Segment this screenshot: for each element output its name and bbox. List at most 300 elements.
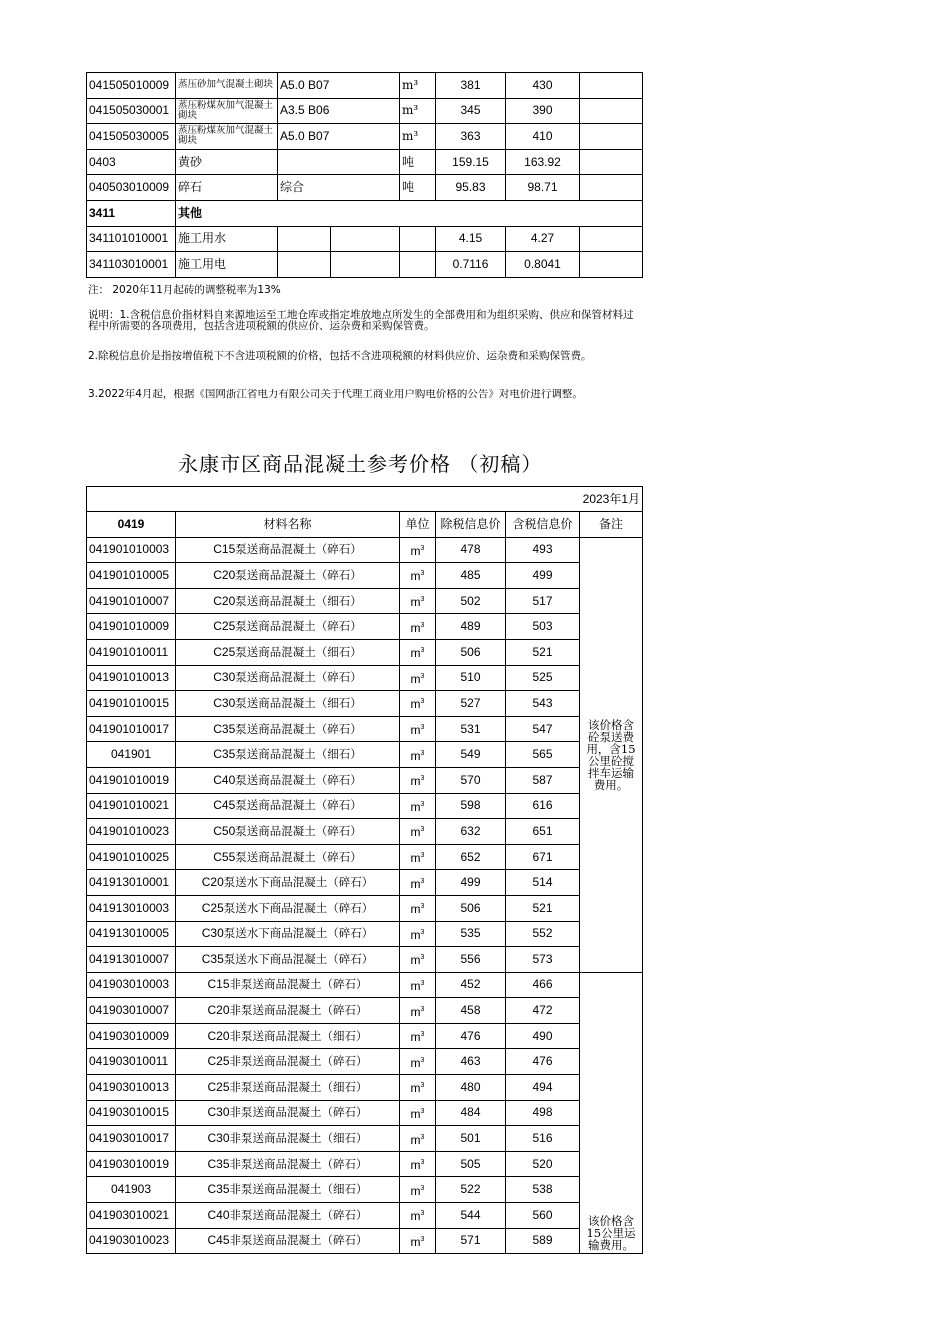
material-code: 041901010009 bbox=[87, 614, 176, 640]
unit-base: m bbox=[410, 1055, 421, 1070]
material-code: 041901 bbox=[87, 742, 176, 768]
unit-exponent: 3 bbox=[420, 672, 425, 680]
table-row bbox=[87, 742, 643, 768]
table-row bbox=[87, 73, 643, 99]
section-code: 3411 bbox=[87, 200, 176, 226]
price-in-tax: 517 bbox=[506, 588, 580, 614]
table-row bbox=[87, 1126, 643, 1152]
unit-exponent: 3 bbox=[420, 1184, 425, 1192]
concrete-grade: C20 bbox=[207, 1003, 230, 1018]
unit-base: m bbox=[410, 774, 421, 789]
concrete-grade: C25 bbox=[213, 644, 236, 659]
unit-exponent: 3 bbox=[420, 954, 425, 962]
unit-base: m bbox=[410, 671, 421, 686]
unit-base: m bbox=[410, 646, 421, 661]
material-name bbox=[176, 614, 400, 640]
unit-base: m bbox=[410, 851, 421, 866]
unit bbox=[400, 972, 436, 998]
remark-cell bbox=[580, 73, 643, 99]
unit bbox=[400, 537, 436, 563]
price-ex-tax: 505 bbox=[436, 1151, 506, 1177]
table-row bbox=[87, 614, 643, 640]
unit bbox=[400, 895, 436, 921]
price-ex-tax: 489 bbox=[436, 614, 506, 640]
unit-exponent: 3 bbox=[420, 800, 425, 808]
unit bbox=[400, 947, 436, 973]
material-code: 041903010021 bbox=[87, 1203, 176, 1229]
unit-exponent: 3 bbox=[420, 1107, 425, 1115]
price-ex-tax: 502 bbox=[436, 588, 506, 614]
material-code: 041505030005 bbox=[87, 124, 176, 150]
material-code: 041903010003 bbox=[87, 972, 176, 998]
table-row bbox=[87, 563, 643, 589]
price-in-tax: 525 bbox=[506, 665, 580, 691]
price-ex-tax: 476 bbox=[436, 1023, 506, 1049]
unit-exponent: 3 bbox=[420, 621, 425, 629]
concrete-grade: C40 bbox=[213, 772, 236, 787]
unit bbox=[400, 1075, 436, 1101]
material-name: 施工用电 bbox=[176, 252, 278, 278]
material-name bbox=[176, 639, 400, 665]
price-ex-tax: 458 bbox=[436, 998, 506, 1024]
material-code: 041901010007 bbox=[87, 588, 176, 614]
material-name bbox=[176, 1049, 400, 1075]
table-row bbox=[87, 1151, 643, 1177]
table-row bbox=[87, 716, 643, 742]
unit-base: m bbox=[410, 569, 421, 584]
table-row bbox=[87, 870, 643, 896]
material-name: 蒸压粉煤灰加气混凝土砌块 bbox=[176, 124, 278, 150]
price-in-tax: 390 bbox=[506, 98, 580, 124]
material-code: 040503010009 bbox=[87, 175, 176, 201]
price-in-tax: 521 bbox=[506, 639, 580, 665]
material-name bbox=[176, 1075, 400, 1101]
unit-exponent: 3 bbox=[420, 852, 425, 860]
table-row bbox=[87, 844, 643, 870]
price-ex-tax: 485 bbox=[436, 563, 506, 589]
unit-base: m bbox=[410, 543, 421, 558]
unit-base: m bbox=[410, 1030, 421, 1045]
unit-exponent: 3 bbox=[420, 570, 425, 578]
material-name bbox=[176, 1203, 400, 1229]
material-code: 041901010025 bbox=[87, 844, 176, 870]
material-name bbox=[176, 1228, 400, 1254]
material-name bbox=[176, 767, 400, 793]
price-ex-tax: 527 bbox=[436, 691, 506, 717]
unit-base: m bbox=[410, 1234, 421, 1249]
concrete-grade: C35 bbox=[207, 1156, 230, 1171]
unit bbox=[400, 921, 436, 947]
material-code: 041505030001 bbox=[87, 98, 176, 124]
unit bbox=[400, 819, 436, 845]
material-name: 碎石 bbox=[176, 175, 278, 201]
unit bbox=[400, 691, 436, 717]
table-row bbox=[87, 226, 643, 252]
concrete-type: 泵送商品混凝土（碎石） bbox=[235, 619, 362, 634]
price-in-tax: 4.27 bbox=[506, 226, 580, 252]
price-ex-tax: 480 bbox=[436, 1075, 506, 1101]
unit-exponent: 3 bbox=[420, 1005, 425, 1013]
price-ex-tax: 363 bbox=[436, 124, 506, 150]
unit-exponent: 3 bbox=[420, 1056, 425, 1064]
header-in-tax: 含税信息价 bbox=[506, 512, 580, 538]
unit-base: m bbox=[410, 1106, 421, 1121]
table-row bbox=[87, 252, 643, 278]
unit-base: m bbox=[410, 697, 421, 712]
table-row bbox=[87, 921, 643, 947]
table-row bbox=[87, 639, 643, 665]
concrete-type: 非泵送商品混凝土（碎石） bbox=[229, 1105, 368, 1120]
unit bbox=[400, 1177, 436, 1203]
material-unit: 吨 bbox=[400, 149, 436, 175]
unit-exponent: 3 bbox=[420, 877, 425, 885]
unit-exponent: 3 bbox=[420, 724, 425, 732]
unit-base: m bbox=[410, 927, 421, 942]
date-row bbox=[87, 487, 643, 512]
price-ex-tax: 381 bbox=[436, 73, 506, 99]
price-in-tax: 651 bbox=[506, 819, 580, 845]
concrete-type: 非泵送商品混凝土（碎石） bbox=[229, 1233, 368, 1248]
price-in-tax: 521 bbox=[506, 895, 580, 921]
price-in-tax: 552 bbox=[506, 921, 580, 947]
unit-base: m bbox=[410, 1183, 421, 1198]
material-name bbox=[176, 588, 400, 614]
material-code: 041505010009 bbox=[87, 73, 176, 99]
table-row bbox=[87, 98, 643, 124]
material-code: 0403 bbox=[87, 149, 176, 175]
material-name bbox=[176, 819, 400, 845]
price-in-tax: 163.92 bbox=[506, 149, 580, 175]
material-name bbox=[176, 665, 400, 691]
concrete-type: 非泵送商品混凝土（碎石） bbox=[229, 977, 368, 992]
unit-exponent: 3 bbox=[420, 775, 425, 783]
materials-table-body bbox=[87, 73, 643, 278]
unit bbox=[400, 1100, 436, 1126]
concrete-type: 泵送商品混凝土（细石） bbox=[235, 593, 362, 608]
material-code: 041901010021 bbox=[87, 793, 176, 819]
material-spec: A3.5 B06 bbox=[278, 98, 400, 124]
remark-cell bbox=[580, 149, 643, 175]
material-unit bbox=[400, 252, 436, 278]
unit bbox=[400, 588, 436, 614]
concrete-type: 非泵送商品混凝土（碎石） bbox=[229, 1207, 368, 1222]
price-in-tax: 499 bbox=[506, 563, 580, 589]
concrete-grade: C25 bbox=[207, 1079, 230, 1094]
table-row bbox=[87, 1075, 643, 1101]
material-name: 蒸压砂加气混凝土砌块 bbox=[176, 73, 278, 99]
price-ex-tax: 463 bbox=[436, 1049, 506, 1075]
concrete-type: 泵送商品混凝土（细石） bbox=[235, 695, 362, 710]
material-name bbox=[176, 1100, 400, 1126]
unit-base: m bbox=[410, 978, 421, 993]
price-in-tax: 616 bbox=[506, 793, 580, 819]
material-name bbox=[176, 921, 400, 947]
concrete-grade: C20 bbox=[207, 1028, 230, 1043]
unit-exponent: 3 bbox=[420, 1031, 425, 1039]
explanation-3: 3.2022年4月起，根据《国网浙江省电力有限公司关于代理工商业用户购电价格的公告》对电价进行调整。 bbox=[88, 389, 583, 400]
unit bbox=[400, 563, 436, 589]
material-code: 041901010015 bbox=[87, 691, 176, 717]
price-ex-tax: 522 bbox=[436, 1177, 506, 1203]
price-in-tax: 410 bbox=[506, 124, 580, 150]
price-in-tax: 543 bbox=[506, 691, 580, 717]
concrete-grade: C15 bbox=[207, 977, 230, 992]
unit-exponent: 3 bbox=[420, 749, 425, 757]
unit-base: m bbox=[410, 902, 421, 917]
concrete-type: 非泵送商品混凝土（碎石） bbox=[229, 1156, 368, 1171]
table-row bbox=[87, 149, 643, 175]
material-name bbox=[176, 895, 400, 921]
table-row bbox=[87, 819, 643, 845]
material-code: 041901010005 bbox=[87, 563, 176, 589]
material-code: 041913010003 bbox=[87, 895, 176, 921]
concrete-grade: C25 bbox=[207, 1054, 230, 1069]
material-code: 041903 bbox=[87, 1177, 176, 1203]
concrete-grade: C15 bbox=[213, 542, 236, 557]
price-in-tax: 98.71 bbox=[506, 175, 580, 201]
table-row bbox=[87, 1177, 643, 1203]
price-in-tax: 493 bbox=[506, 537, 580, 563]
table-row bbox=[87, 665, 643, 691]
price-ex-tax: 506 bbox=[436, 895, 506, 921]
concrete-grade: C30 bbox=[213, 670, 236, 685]
concrete-grade: C50 bbox=[213, 823, 236, 838]
table-row bbox=[87, 588, 643, 614]
header-unit: 单位 bbox=[400, 512, 436, 538]
material-unit bbox=[400, 226, 436, 252]
price-ex-tax: 571 bbox=[436, 1228, 506, 1254]
price-ex-tax: 510 bbox=[436, 665, 506, 691]
unit bbox=[400, 793, 436, 819]
concrete-grade: C55 bbox=[213, 849, 236, 864]
price-in-tax: 503 bbox=[506, 614, 580, 640]
materials-price-table bbox=[86, 72, 643, 278]
material-code: 041903010009 bbox=[87, 1023, 176, 1049]
material-name bbox=[176, 793, 400, 819]
unit bbox=[400, 1049, 436, 1075]
section-row bbox=[87, 200, 643, 226]
header-ex-tax: 除税信息价 bbox=[436, 512, 506, 538]
concrete-type: 非泵送商品混凝土（细石） bbox=[229, 1131, 368, 1146]
remark-cell bbox=[580, 124, 643, 150]
material-spec-2 bbox=[331, 252, 400, 278]
unit bbox=[400, 1151, 436, 1177]
concrete-grade: C40 bbox=[207, 1207, 230, 1222]
price-in-tax: 587 bbox=[506, 767, 580, 793]
material-code: 041903010007 bbox=[87, 998, 176, 1024]
price-ex-tax: 632 bbox=[436, 819, 506, 845]
unit-exponent: 3 bbox=[420, 1210, 425, 1218]
price-ex-tax: 4.15 bbox=[436, 226, 506, 252]
price-ex-tax: 549 bbox=[436, 742, 506, 768]
price-in-tax: 560 bbox=[506, 1203, 580, 1229]
concrete-grade: C45 bbox=[207, 1233, 230, 1248]
material-unit: m³ bbox=[400, 98, 436, 124]
unit bbox=[400, 870, 436, 896]
price-ex-tax: 499 bbox=[436, 870, 506, 896]
table-row bbox=[87, 793, 643, 819]
unit-base: m bbox=[410, 825, 421, 840]
price-in-tax: 573 bbox=[506, 947, 580, 973]
unit-base: m bbox=[410, 1132, 421, 1147]
price-in-tax: 476 bbox=[506, 1049, 580, 1075]
unit-base: m bbox=[410, 595, 421, 610]
concrete-type: 非泵送商品混凝土（细石） bbox=[229, 1182, 368, 1197]
unit-base: m bbox=[410, 620, 421, 635]
price-in-tax: 0.8041 bbox=[506, 252, 580, 278]
remark-cell bbox=[580, 175, 643, 201]
concrete-grade: C35 bbox=[201, 951, 224, 966]
concrete-grade: C30 bbox=[201, 926, 224, 941]
table-row bbox=[87, 1023, 643, 1049]
concrete-grade: C35 bbox=[207, 1182, 230, 1197]
unit bbox=[400, 1126, 436, 1152]
concrete-type: 非泵送商品混凝土（碎石） bbox=[229, 1003, 368, 1018]
table-row bbox=[87, 947, 643, 973]
concrete-grade: C30 bbox=[207, 1131, 230, 1146]
price-ex-tax: 531 bbox=[436, 716, 506, 742]
material-spec bbox=[278, 252, 331, 278]
price-ex-tax: 544 bbox=[436, 1203, 506, 1229]
material-code: 041913010007 bbox=[87, 947, 176, 973]
price-ex-tax: 501 bbox=[436, 1126, 506, 1152]
material-spec: A5.0 B07 bbox=[278, 124, 400, 150]
unit bbox=[400, 844, 436, 870]
table-row bbox=[87, 175, 643, 201]
material-unit: m³ bbox=[400, 124, 436, 150]
unit-exponent: 3 bbox=[420, 979, 425, 987]
concrete-grade: C35 bbox=[213, 721, 236, 736]
material-name bbox=[176, 1151, 400, 1177]
price-in-tax: 494 bbox=[506, 1075, 580, 1101]
unit-exponent: 3 bbox=[420, 903, 425, 911]
material-code: 041901010017 bbox=[87, 716, 176, 742]
material-name: 黄砂 bbox=[176, 149, 278, 175]
concrete-type: 泵送商品混凝土（细石） bbox=[235, 747, 362, 762]
unit-exponent: 3 bbox=[420, 1082, 425, 1090]
remark-cell bbox=[580, 226, 643, 252]
price-in-tax: 671 bbox=[506, 844, 580, 870]
remark-nonpumped_rows: 该价格含15公里运输费用。 bbox=[580, 972, 643, 1254]
table-row bbox=[87, 1203, 643, 1229]
unit bbox=[400, 998, 436, 1024]
price-in-tax: 514 bbox=[506, 870, 580, 896]
price-in-tax: 472 bbox=[506, 998, 580, 1024]
unit-base: m bbox=[410, 1209, 421, 1224]
concrete-grade: C30 bbox=[207, 1105, 230, 1120]
concrete-type: 泵送水下商品混凝土（碎石） bbox=[223, 926, 374, 941]
price-in-tax: 490 bbox=[506, 1023, 580, 1049]
price-ex-tax: 652 bbox=[436, 844, 506, 870]
material-name: 蒸压粉煤灰加气混凝土砌块 bbox=[176, 98, 278, 124]
unit bbox=[400, 639, 436, 665]
table-row bbox=[87, 998, 643, 1024]
material-code: 341101010001 bbox=[87, 226, 176, 252]
concrete-grade: C30 bbox=[213, 695, 236, 710]
table-row bbox=[87, 1228, 643, 1254]
unit-exponent: 3 bbox=[420, 826, 425, 834]
material-name bbox=[176, 1177, 400, 1203]
concrete-grade: C25 bbox=[201, 900, 224, 915]
unit bbox=[400, 1023, 436, 1049]
concrete-grade: C20 bbox=[213, 593, 236, 608]
material-code: 041901010019 bbox=[87, 767, 176, 793]
material-name bbox=[176, 563, 400, 589]
unit-base: m bbox=[410, 748, 421, 763]
material-name bbox=[176, 742, 400, 768]
header-remark: 备注 bbox=[580, 512, 643, 538]
concrete-type: 非泵送商品混凝土（碎石） bbox=[229, 1054, 368, 1069]
concrete-type: 泵送水下商品混凝土（碎石） bbox=[223, 875, 374, 890]
price-in-tax: 466 bbox=[506, 972, 580, 998]
explanation-1: 说明：1.含税信息价指材料自来源地运至工地仓库或指定堆放地点所发生的全部费用和为组织采购、供应和保管材料过程中所需要的各项费用，包括含进项税额的供应价、运杂费和采购保管费。 bbox=[88, 309, 634, 332]
concrete-type: 泵送商品混凝土（碎石） bbox=[235, 823, 362, 838]
material-unit: 吨 bbox=[400, 175, 436, 201]
price-in-tax: 547 bbox=[506, 716, 580, 742]
concrete-type: 非泵送商品混凝土（细石） bbox=[229, 1028, 368, 1043]
material-code: 041901010003 bbox=[87, 537, 176, 563]
price-ex-tax: 484 bbox=[436, 1100, 506, 1126]
concrete-type: 泵送商品混凝土（碎石） bbox=[235, 567, 362, 582]
tax-note: 注： 2020年11月起砖的调整税率为13% bbox=[88, 284, 281, 296]
price-in-tax: 516 bbox=[506, 1126, 580, 1152]
price-in-tax: 589 bbox=[506, 1228, 580, 1254]
concrete-grade: C45 bbox=[213, 798, 236, 813]
table-date: 2023年1月 bbox=[87, 487, 643, 512]
material-code: 041903010011 bbox=[87, 1049, 176, 1075]
unit-base: m bbox=[410, 1081, 421, 1096]
price-ex-tax: 95.83 bbox=[436, 175, 506, 201]
material-name bbox=[176, 947, 400, 973]
price-in-tax: 565 bbox=[506, 742, 580, 768]
concrete-type: 泵送水下商品混凝土（碎石） bbox=[223, 951, 374, 966]
unit bbox=[400, 665, 436, 691]
table-row bbox=[87, 691, 643, 717]
concrete-grade: C35 bbox=[213, 747, 236, 762]
material-code: 041913010005 bbox=[87, 921, 176, 947]
unit bbox=[400, 742, 436, 768]
unit-base: m bbox=[410, 953, 421, 968]
material-spec bbox=[278, 149, 400, 175]
price-ex-tax: 159.15 bbox=[436, 149, 506, 175]
remark-cell bbox=[580, 98, 643, 124]
material-code: 041903010015 bbox=[87, 1100, 176, 1126]
concrete-type: 泵送商品混凝土（碎石） bbox=[235, 772, 362, 787]
concrete-grade: C20 bbox=[213, 567, 236, 582]
table-row bbox=[87, 124, 643, 150]
unit-exponent: 3 bbox=[420, 544, 425, 552]
material-name bbox=[176, 716, 400, 742]
unit-exponent: 3 bbox=[420, 1133, 425, 1141]
concrete-type: 泵送商品混凝土（碎石） bbox=[235, 849, 362, 864]
explanation-2: 2.除税信息价是指按增值税下不含进项税额的价格，包括不含进项税额的材料供应价、运杂费和采购保管费。 bbox=[88, 350, 592, 362]
concrete-type: 泵送商品混凝土（碎石） bbox=[235, 721, 362, 736]
header-code: 0419 bbox=[87, 512, 176, 538]
table-row bbox=[87, 1049, 643, 1075]
material-code: 041901010011 bbox=[87, 639, 176, 665]
concrete-table-body bbox=[87, 487, 643, 1254]
material-name bbox=[176, 1126, 400, 1152]
table-row bbox=[87, 972, 643, 998]
material-code: 041913010001 bbox=[87, 870, 176, 896]
header-name: 材料名称 bbox=[176, 512, 400, 538]
material-code: 041901010013 bbox=[87, 665, 176, 691]
unit bbox=[400, 1203, 436, 1229]
unit bbox=[400, 767, 436, 793]
concrete-grade: C20 bbox=[201, 875, 224, 890]
price-in-tax: 538 bbox=[506, 1177, 580, 1203]
material-name bbox=[176, 870, 400, 896]
